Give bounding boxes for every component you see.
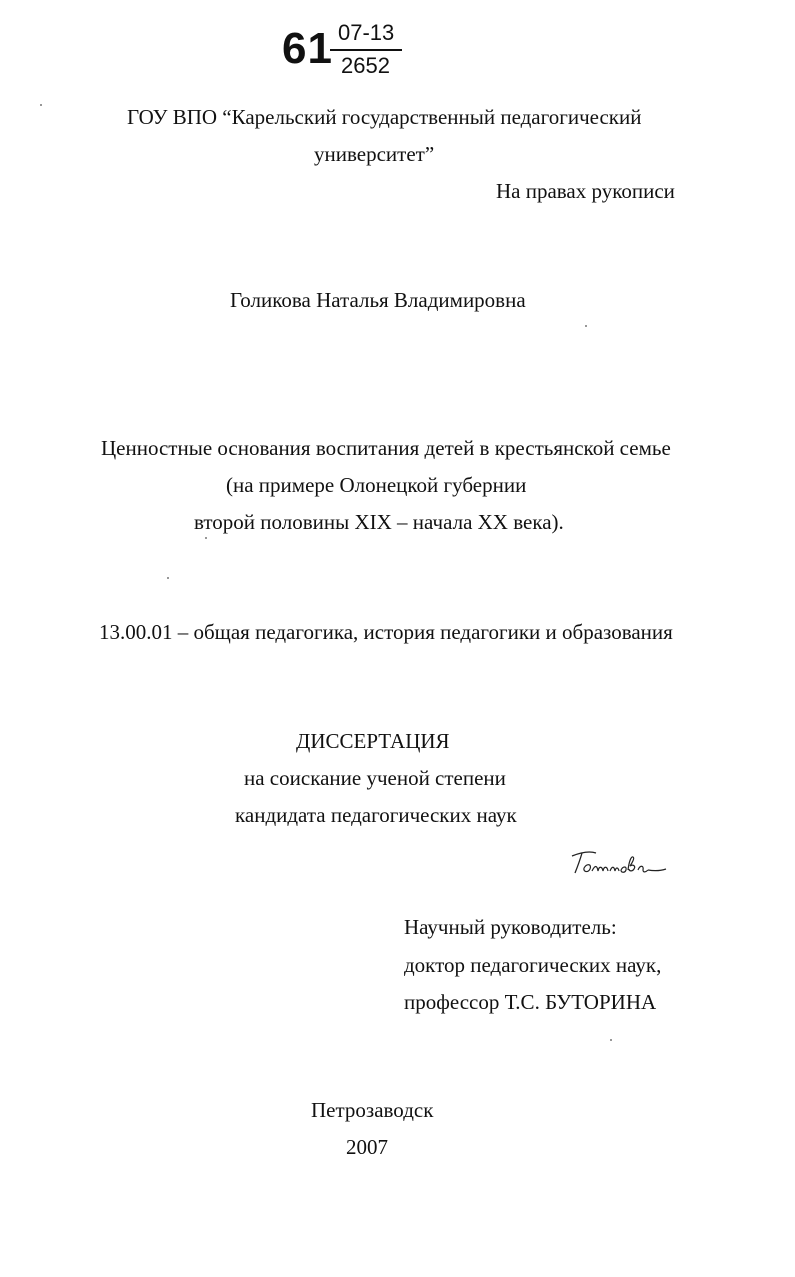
- title-line-1: Ценностные основания воспитания детей в крестьянской семье: [101, 436, 671, 460]
- specialty-code: 13.00.01 – общая педагогика, история педагогики и образования: [99, 620, 673, 644]
- supervisor-degree: доктор педагогических наук,: [404, 953, 662, 977]
- scan-speck: [40, 104, 42, 106]
- stamp-fraction-line: [330, 49, 402, 51]
- stamp-number: 61: [282, 24, 333, 73]
- scan-speck: [610, 1039, 612, 1041]
- rights-note: На правах рукописи: [496, 179, 675, 203]
- dissertation-heading: ДИССЕРТАЦИЯ: [296, 729, 450, 753]
- title-line-3: второй половины XIX – начала XX века).: [194, 510, 564, 534]
- stamp-numerator: 07-13: [338, 20, 395, 45]
- scan-speck: [585, 325, 587, 327]
- title-line-2: (на примере Олонецкой губернии: [226, 473, 527, 497]
- degree-line-2: кандидата педагогических наук: [235, 803, 517, 827]
- city: Петрозаводск: [311, 1098, 434, 1122]
- scan-speck: [205, 537, 207, 539]
- supervisor-name: профессор Т.С. БУТОРИНА: [404, 990, 657, 1014]
- year: 2007: [346, 1135, 388, 1159]
- institution-line-1: ГОУ ВПО “Карельский государственный педагогический: [127, 105, 642, 129]
- author-signature: [568, 846, 668, 880]
- scan-speck: [167, 577, 169, 579]
- institution-line-2: университет”: [314, 142, 435, 166]
- supervisor-label: Научный руководитель:: [404, 915, 617, 939]
- degree-line-1: на соискание ученой степени: [244, 766, 506, 790]
- author-name: Голикова Наталья Владимировна: [230, 288, 526, 312]
- stamp-denominator: 2652: [341, 53, 390, 78]
